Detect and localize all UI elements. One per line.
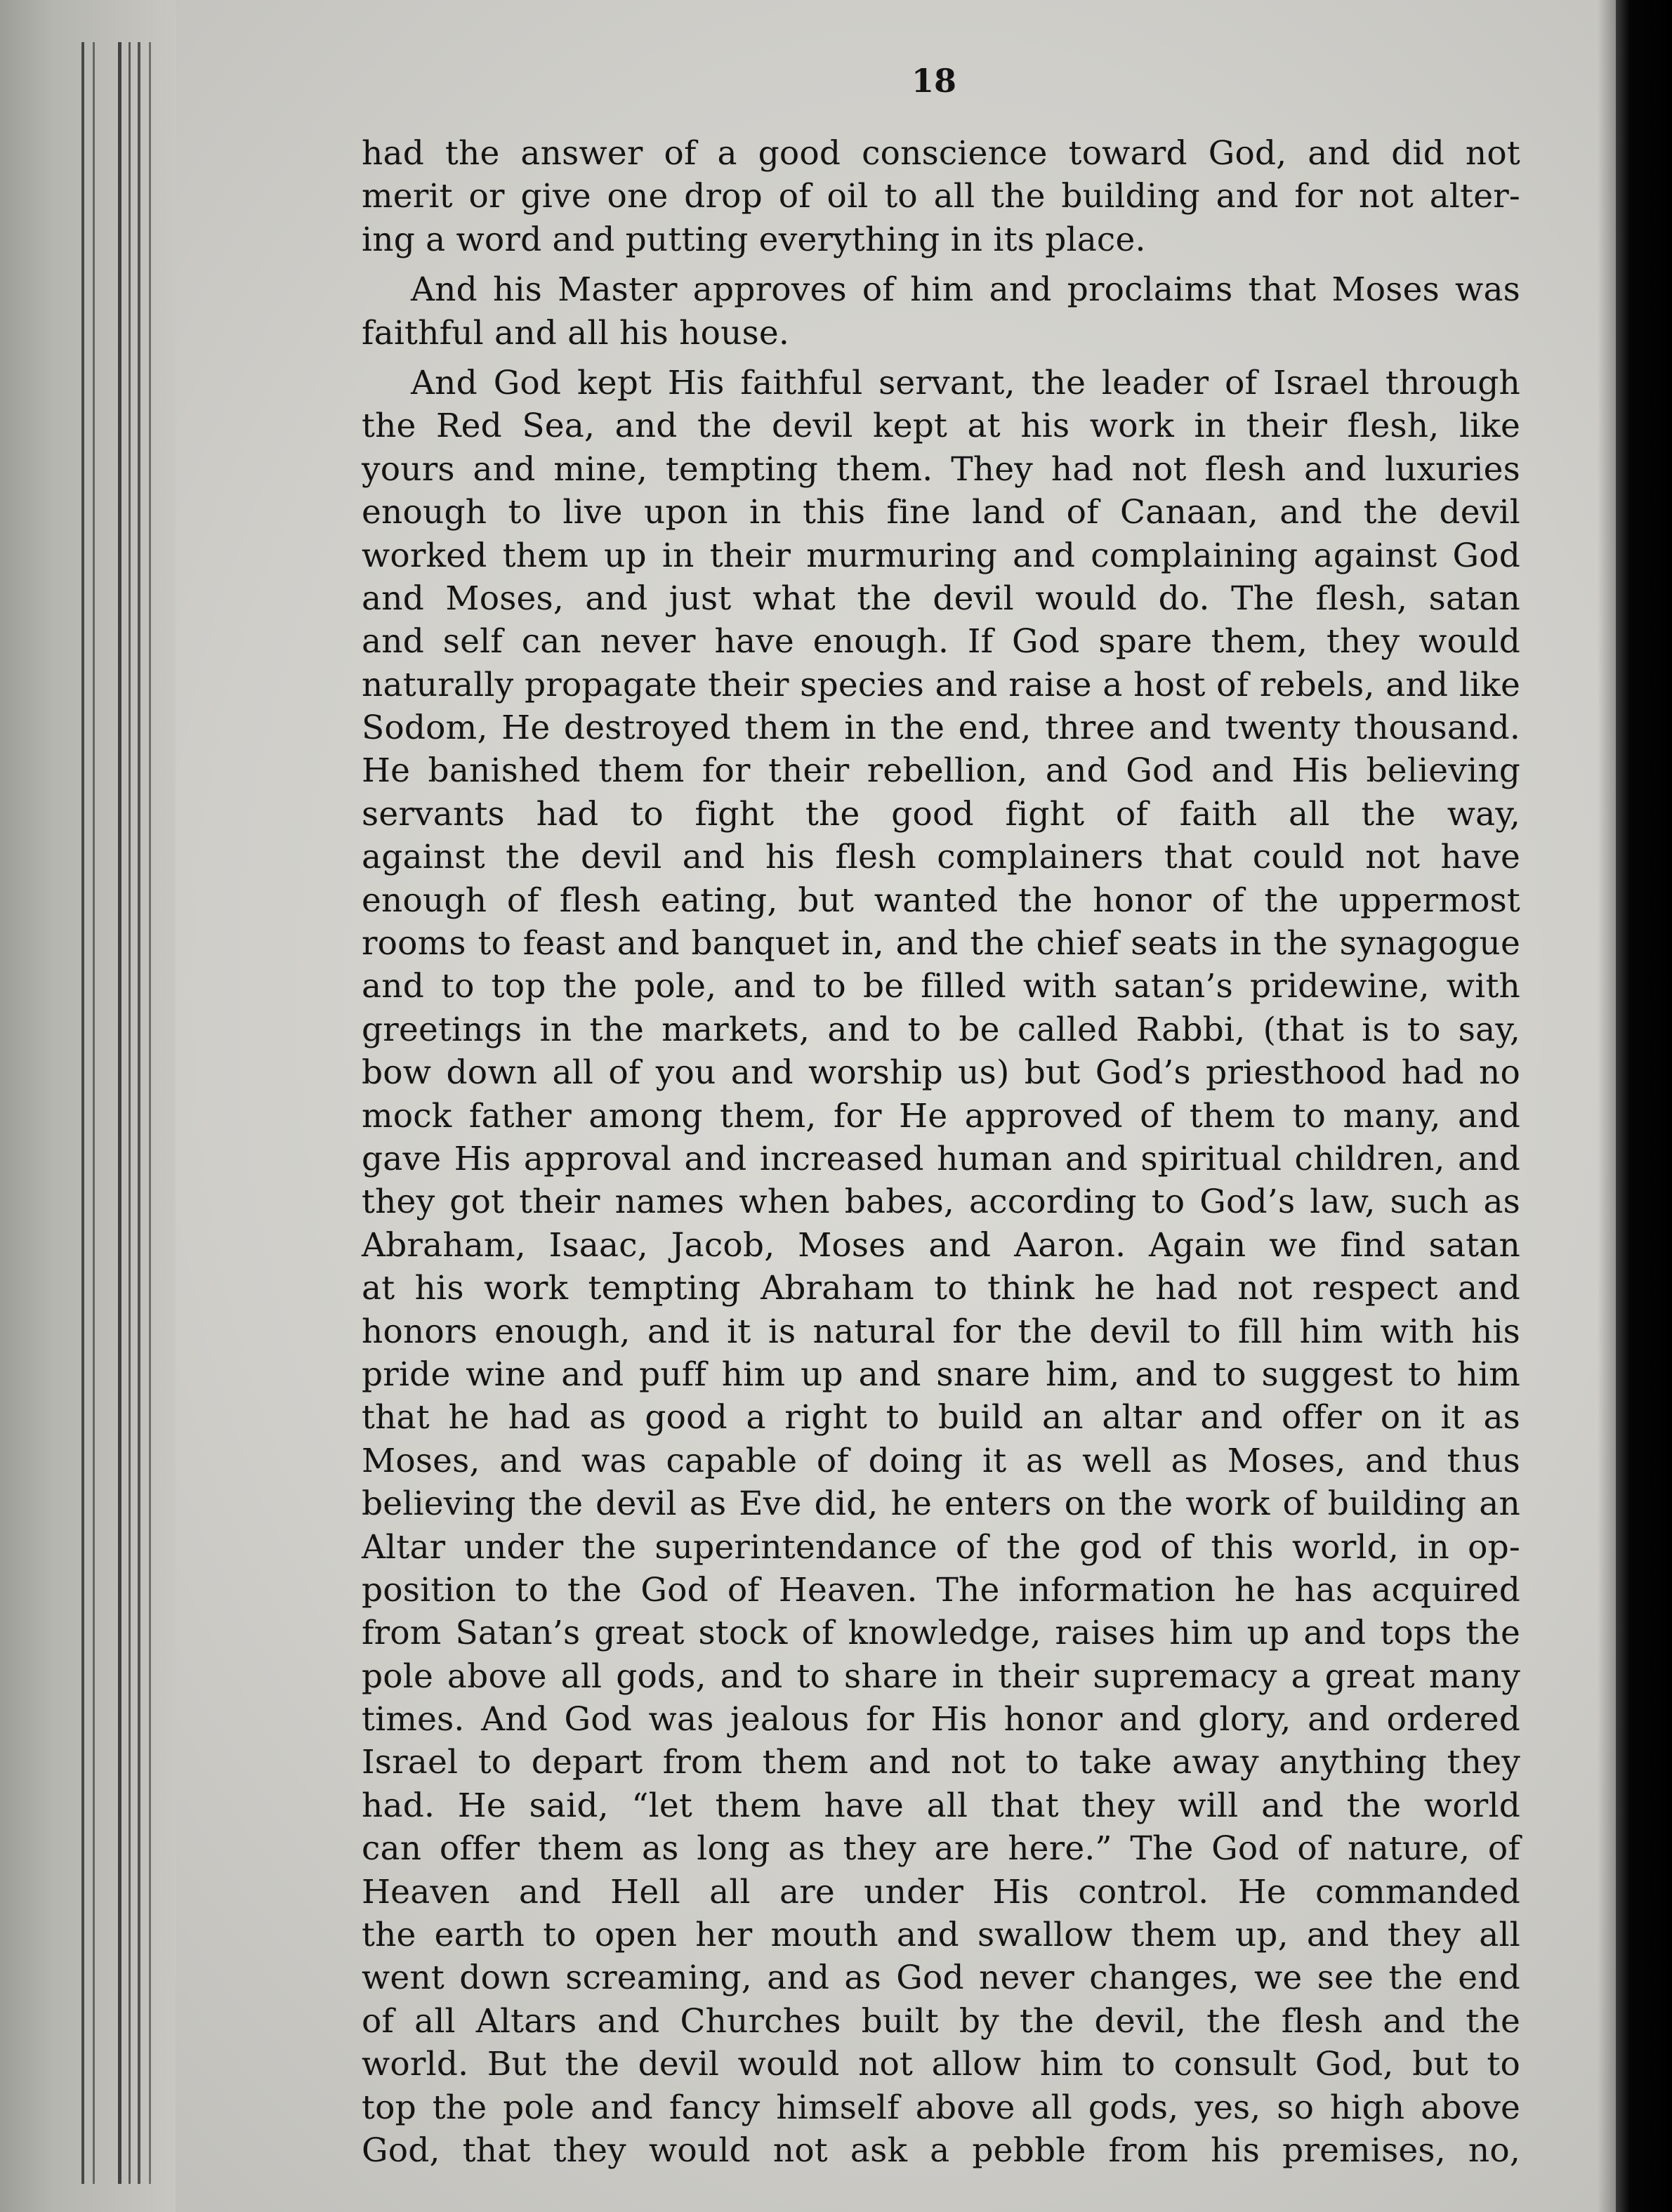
- text-line: from Satan’s great stock of knowledge, raises him up and tops the: [362, 1614, 1520, 1653]
- text-line: went down screaming, and as God never changes, we see the end: [362, 1958, 1520, 1998]
- text-line: had. He said, “let them have all that they will and the world: [362, 1786, 1520, 1825]
- gutter-line: [118, 42, 121, 2184]
- text-line: honors enough, and it is natural for the devil to fill him with his: [362, 1312, 1520, 1351]
- text-line: Heaven and Hell all are under His control. He commanded: [362, 1872, 1520, 1911]
- text-line: mock father among them, for He approved of them to many, and: [362, 1096, 1520, 1135]
- text-line: bow down all of you and worship us) but God’s priesthood had no: [362, 1053, 1520, 1093]
- gutter-line: [138, 42, 140, 2184]
- page-number: 18: [911, 62, 956, 100]
- text-line: pride wine and puff him up and snare him, and to suggest to him: [362, 1355, 1520, 1394]
- text-line: and Moses, and just what the devil would do. The flesh, satan: [362, 579, 1520, 618]
- text-line: He banished them for their rebellion, and God and His believing: [362, 751, 1520, 791]
- text-line: times. And God was jealous for His honor and glory, and ordered: [362, 1700, 1520, 1739]
- text-line: position to the God of Heaven. The information he has acquired: [362, 1570, 1520, 1609]
- text-line: and self can never have enough. If God spare them, they would: [362, 622, 1520, 661]
- text-line: Sodom, He destroyed them in the end, three and twenty thousand.: [362, 709, 1520, 748]
- text-line: world. But the devil would not allow him to consult God, but to: [362, 2045, 1520, 2084]
- gutter-line: [149, 42, 151, 2184]
- gutter-line: [93, 42, 95, 2184]
- gutter-line: [129, 42, 131, 2184]
- text-line: had the answer of a good conscience toward God, and did not: [362, 134, 1520, 173]
- text-line: top the pole and fancy himself above all gods, yes, so high above: [362, 2088, 1520, 2127]
- text-line: greetings in the markets, and to be called Rabbi, (that is to say,: [362, 1010, 1520, 1049]
- text-line: and to top the pole, and to be filled with satan’s pridewine, with: [362, 967, 1520, 1006]
- text-line: the earth to open her mouth and swallow them up, and they all: [362, 1916, 1520, 1955]
- text-line: worked them up in their murmuring and complaining against God: [362, 536, 1520, 575]
- page-edge-band: [1616, 0, 1672, 2212]
- edge-shadow: [1598, 0, 1616, 2212]
- text-line: merit or give one drop of oil to all the building and for not alter-: [362, 177, 1520, 216]
- text-line: naturally propagate their species and raise a host of rebels, and like: [362, 665, 1520, 704]
- text-line: And his Master approves of him and proclaims that Moses was: [411, 270, 1520, 310]
- text-line: Altar under the superintendance of the god of this world, in op-: [362, 1527, 1520, 1567]
- text-line: believing the devil as Eve did, he enters on the work of building an: [362, 1484, 1520, 1524]
- text-line: servants had to fight the good fight of faith all the way,: [362, 794, 1520, 834]
- text-line: Moses, and was capable of doing it as well as Moses, and thus: [362, 1441, 1520, 1480]
- text-line: they got their names when babes, according to God’s law, such as: [362, 1183, 1520, 1222]
- text-line: pole above all gods, and to share in their supremacy a great many: [362, 1657, 1520, 1696]
- text-line: Abraham, Isaac, Jacob, Moses and Aaron. Again we find satan: [362, 1225, 1520, 1265]
- text-line: yours and mine, tempting them. They had not flesh and luxuries: [362, 449, 1520, 489]
- gutter-line: [81, 42, 84, 2184]
- text-line: Israel to depart from them and not to take away anything they: [362, 1743, 1520, 1782]
- text-line: ing a word and putting everything in its place.: [362, 220, 1146, 259]
- text-line: can offer them as long as they are here.” The God of nature, of: [362, 1829, 1520, 1869]
- text-line: of all Altars and Churches built by the devil, the flesh and the: [362, 2001, 1520, 2041]
- text-line: rooms to feast and banquet in, and the chief seats in the synagogue: [362, 924, 1520, 963]
- text-line: And God kept His faithful servant, the leader of Israel through: [411, 363, 1520, 402]
- text-line: against the devil and his flesh complainers that could not have: [362, 838, 1520, 877]
- text-line: that he had as good a right to build an altar and offer on it as: [362, 1398, 1520, 1437]
- book-gutter: [0, 0, 176, 2212]
- text-line: the Red Sea, and the devil kept at his work in their flesh, like: [362, 407, 1520, 446]
- text-line: enough of flesh eating, but wanted the honor of the uppermost: [362, 881, 1520, 920]
- text-line: at his work tempting Abraham to think he had not respect and: [362, 1269, 1520, 1308]
- text-line: faithful and all his house.: [362, 313, 790, 353]
- text-line: gave His approval and increased human and spiritual children, and: [362, 1139, 1520, 1178]
- text-line: God, that they would not ask a pebble from his premises, no,: [362, 2131, 1520, 2170]
- text-line: enough to live upon in this fine land of Canaan, and the devil: [362, 493, 1520, 532]
- body-text: [362, 132, 1520, 2172]
